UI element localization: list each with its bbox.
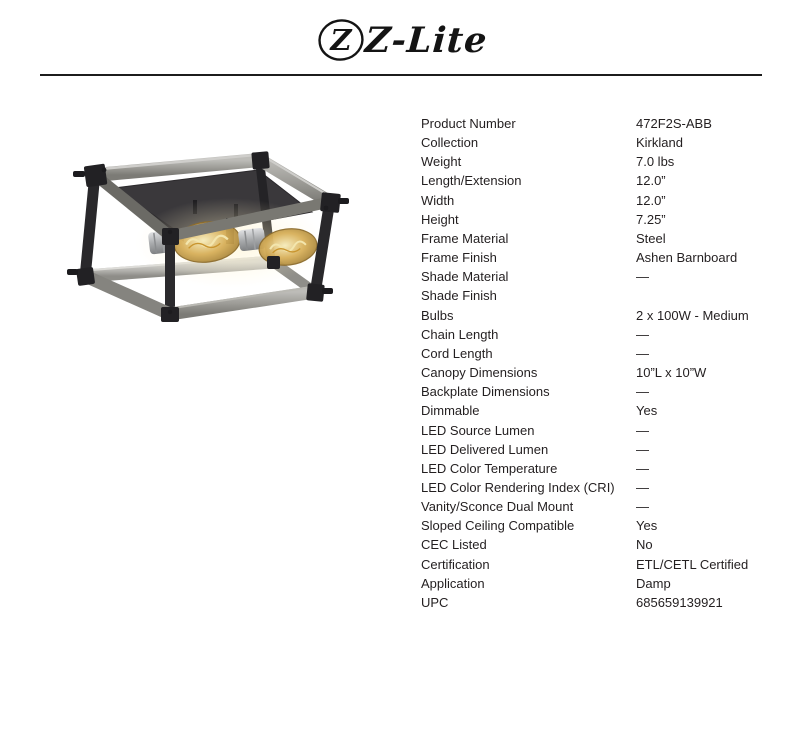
spec-row — [421, 171, 786, 190]
spec-value: Yes — [636, 518, 658, 534]
spec-label: Vanity/Sconce Dual Mount — [421, 499, 574, 515]
spec-value: 12.0” — [636, 173, 666, 189]
spec-label: LED Color Temperature — [421, 460, 558, 476]
spec-label: Certification — [421, 556, 490, 572]
spec-row — [421, 363, 786, 382]
spec-value: — — [636, 269, 649, 285]
spec-row — [421, 401, 786, 420]
spec-row — [421, 267, 786, 286]
spec-value: — — [636, 499, 649, 515]
spec-label: Application — [421, 575, 485, 591]
spec-row — [421, 593, 786, 612]
spec-label: Collection — [421, 135, 479, 151]
spec-row — [421, 306, 786, 325]
spec-label: Cord Length — [421, 345, 493, 361]
spec-row — [421, 535, 786, 554]
brand-logo-text: Z-Lite — [363, 19, 489, 61]
spec-label: UPC — [421, 594, 449, 610]
spec-row — [421, 191, 786, 210]
spec-label: LED Source Lumen — [421, 422, 535, 438]
spec-label: Shade Material — [421, 269, 509, 285]
spec-value: Ashen Barnboard — [636, 250, 738, 266]
spec-label: Shade Finish — [421, 288, 497, 304]
spec-value — [636, 286, 786, 305]
spec-value: — — [636, 460, 649, 476]
spec-row — [421, 555, 786, 574]
spec-label: Height — [421, 211, 459, 227]
spec-row — [421, 497, 786, 516]
spec-row — [421, 478, 786, 497]
spec-label: Chain Length — [421, 326, 499, 342]
header-divider — [40, 74, 762, 76]
spec-row — [421, 421, 786, 440]
spec-label: Frame Finish — [421, 250, 497, 266]
spec-row — [421, 440, 786, 459]
spec-label: Weight — [421, 154, 462, 170]
spec-row — [421, 286, 786, 305]
spec-row — [421, 114, 786, 133]
spec-value: 7.25” — [636, 211, 666, 227]
spec-value: 12.0” — [636, 192, 666, 208]
spec-label: Product Number — [421, 116, 516, 131]
light-fixture-illustration — [60, 128, 360, 343]
brand-logo — [315, 15, 487, 65]
spec-value: ETL/CETL Certified — [636, 556, 749, 572]
brand-header — [0, 14, 802, 66]
spec-label: Dimmable — [421, 403, 480, 419]
spec-row — [421, 229, 786, 248]
spec-label: LED Color Rendering Index (CRI) — [421, 479, 615, 495]
spec-label: Bulbs — [421, 307, 454, 323]
spec-label: LED Delivered Lumen — [421, 441, 549, 457]
product-image — [60, 128, 360, 343]
spec-label: Canopy Dimensions — [421, 365, 538, 381]
spec-row — [421, 382, 786, 401]
spec-row — [421, 248, 786, 267]
spec-value: Damp — [636, 575, 671, 591]
spec-row — [421, 459, 786, 478]
spec-value: — — [636, 384, 649, 400]
brand-monogram-letter: Z — [330, 23, 352, 57]
spec-value: 7.0 lbs — [636, 154, 675, 170]
spec-label: Sloped Ceiling Compatible — [421, 518, 575, 534]
spec-value: — — [636, 326, 649, 342]
spec-row — [421, 210, 786, 229]
spec-label: Frame Material — [421, 230, 509, 246]
spec-table — [421, 114, 786, 612]
spec-label: CEC Listed — [421, 537, 487, 553]
spec-label: Length/Extension — [421, 173, 522, 189]
spec-value: — — [636, 345, 649, 361]
spec-value: Yes — [636, 403, 658, 419]
spec-label: Width — [421, 192, 455, 208]
spec-value: 2 x 100W - Medium — [636, 307, 749, 323]
spec-value: No — [636, 537, 653, 553]
spec-value: Steel — [636, 230, 666, 246]
spec-row — [421, 344, 786, 363]
spec-value: 685659139921 — [636, 594, 723, 610]
spec-row — [421, 574, 786, 593]
spec-row — [421, 325, 786, 344]
spec-row — [421, 516, 786, 535]
spec-value: — — [636, 441, 649, 457]
spec-value: 10”L x 10”W — [636, 365, 707, 381]
spec-value: — — [636, 479, 649, 495]
brand-monogram-icon — [315, 15, 367, 65]
spec-value: — — [636, 422, 649, 438]
spec-row — [421, 152, 786, 171]
spec-row — [421, 133, 786, 152]
spec-label: Backplate Dimensions — [421, 384, 550, 400]
spec-value: Kirkland — [636, 135, 683, 151]
spec-value: 472F2S-ABB — [636, 116, 712, 131]
